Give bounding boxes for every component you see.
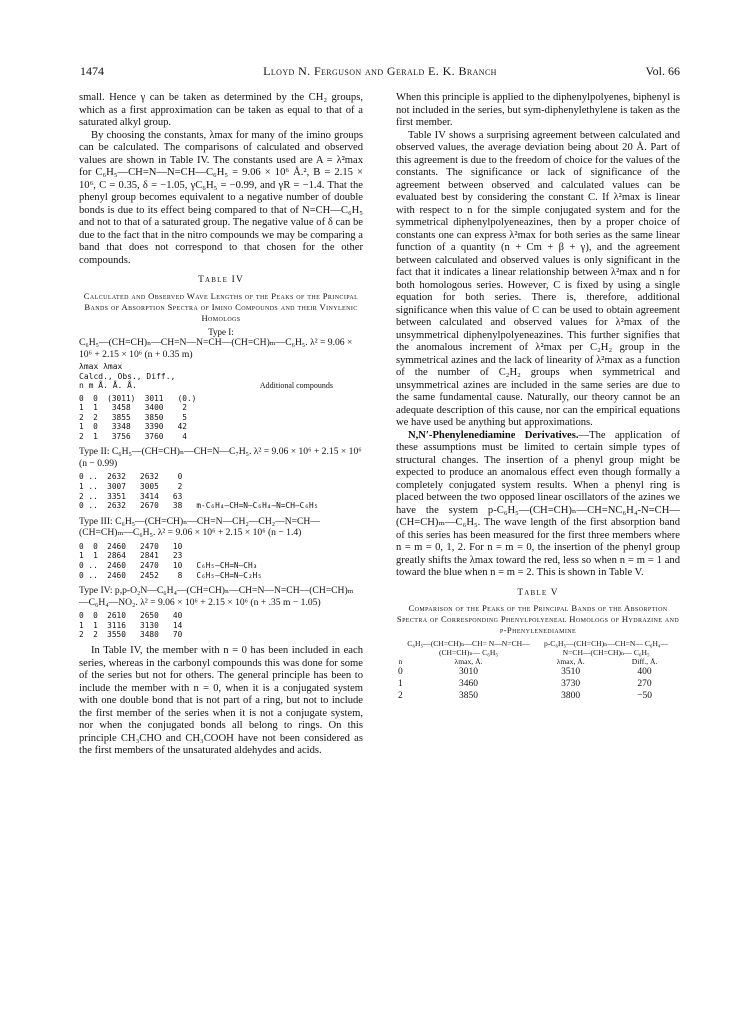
table-row: 2 2 3550 3480 70 xyxy=(79,630,183,640)
cell-lambda-a: 3460 xyxy=(458,679,478,689)
table-caption: Table IV xyxy=(198,275,244,285)
column-header: λmax, Å. xyxy=(556,657,585,666)
paragraph: By choosing the constants, λmax for many of the imino groups can be calculated. The comparisons of calculated and observed values are shown in Table IV. The constants used are A = λ²max for C₆H₅—CH=N—N=CH—C₆H₅ = 9.06 × 10⁶ Å.², B = 2.15 × 10⁶, C = 0.35, δ = −1.05, γC₆H₅ = −0.99, and γR = −1.4. That the phenyl group becomes equivalent to a negative number of double bonds is due to its effect being compared to that of N=CH—C₆H₅ and not to that of a saturated group. The negative value of δ can be due to the fact that in the nitro compounds we may be comparing a band that does not correspond to that chosen for the other compounds. xyxy=(79,129,363,266)
paragraph: Table IV shows a surprising agreement between calculated and observed values, the average deviation being about 20 Å. Part of this agreement is due to the freedom of choice for the values of the constants. The significance or lack of significance of the agreement between observed and calculated values can be evaluated best by considering the constant C. If λ²max is linear with respect to n for the simple conjugated system and for the symmetrical diphenylpolyeneazines, then by a proper choice of constants one can express λ²max for both series as the same linear function of a quantity (n + Cm + β + γ), and the agreement between calculated and observed values is only significant in the fact that it indicates a linear relationship between λ²max and n for both homologous series. However, C is fixed by using a single equation for both series. There is, therefore, additional significance when this value of C can be used to obtain agreement between calculated and observed values for λ²max of the unsymmetrical diphenylpolyeneazines. This further signifies that the anomalous increment of λ²max per C₂H₂ group in the symmetrical azines and the lack of linearity of λ²max as a function of the number of C₂H₂ groups when symmetrical and unsymmetrical azines are included in the same series are due to the same fundamental cause. Naturally, our theory cannot be an adequate description of this cause, nor can the empirical equations we have used be anything but approximations. xyxy=(396,129,680,428)
cell-n: 0 xyxy=(398,667,403,677)
table-row: 2 2 3855 3850 5 xyxy=(79,412,187,422)
table-row: 0 0 2610 2650 40 xyxy=(79,611,183,621)
table-row: 0 0 (3011) 3011 (0.) xyxy=(79,393,197,403)
cell-diff: 270 xyxy=(637,679,652,689)
table-header-row xyxy=(396,639,680,657)
volume-label: Vol. 66 xyxy=(645,64,680,78)
column-header: Calcd., Obs., Diff., xyxy=(79,371,176,381)
column-header: n m Å. Å. Å. xyxy=(79,381,137,390)
table-row: 1 1 2864 2841 23 xyxy=(79,551,183,561)
table-rows xyxy=(79,472,363,510)
paragraph: small. Hence γ can be taken as determined by the CH₂ groups, which as a first approximation can be taken as equal to that of a saturated alkyl group. xyxy=(79,92,363,128)
data-table xyxy=(396,639,680,702)
page-number: 1474 xyxy=(80,64,104,78)
left-column xyxy=(79,92,363,758)
table-row xyxy=(396,690,680,702)
table-iv xyxy=(79,274,363,640)
cell-n: 1 xyxy=(398,679,403,689)
table-column-headers xyxy=(79,362,363,391)
table-row xyxy=(396,666,680,678)
type-title: Type I: xyxy=(208,326,234,337)
cell-lambda-a: 3010 xyxy=(458,667,478,677)
cell-lambda-b: 3510 xyxy=(561,667,581,677)
running-header xyxy=(80,64,680,78)
column-header: λmax λmax xyxy=(79,362,123,371)
table-rows xyxy=(79,542,363,580)
table-rows xyxy=(79,611,363,640)
cell-lambda-a: 3850 xyxy=(458,691,478,701)
table-caption: Table V xyxy=(517,587,559,598)
table-row: 1 0 3348 3390 42 xyxy=(79,422,187,432)
paragraph xyxy=(396,430,680,580)
table-row: 0 .. 2632 2670 38 m-C₆H₄—CH=N—C₆H₄—N=CH—C₆H₅ xyxy=(79,501,319,511)
table-row: 1 .. 3007 3005 2 xyxy=(79,482,183,492)
table-v xyxy=(396,587,680,703)
type-formula: Type IV: p,p-O₂N—C₆H₄—(CH=CH)ₙ—CH=N—N=CH—(CH=CH)ₘ—C₆H₄—NO₂. λ² = 9.06 × 10⁶ + 2.15 × 10⁶ (n + .35 m − 1.05) xyxy=(79,585,354,608)
column-header: Diff., Å. xyxy=(631,657,658,666)
type-formula: Type II: C₆H₅—(CH=CH)ₙ—CH=N—C₇H₅. λ² = 9.06 × 10⁶ + 2.15 × 10⁶ (n − 0.99) xyxy=(79,446,362,469)
table-description: Calculated and Observed Wave Lengths of the Peaks of the Principal Bands of Absorption Spectra of Imino Compounds and their Vinylenic Homologs xyxy=(83,290,359,323)
paragraph-text: —The application of these assumptions must be limited to certain simple types of structural changes. The insertion of a phenyl group might be expected to produce an anomalous effect even though formally a completely conjugated system results. When a phenyl ring is placed between the two opposed linear oscillators of the azines we have the system p-C₆H₅—(CH=CH)ₙ—CH=NC₆H₄-N=CH—(CH=CH)ₘ—C₆H₅. The wave length of the first absorption band of this series has been measured for the first three members where n = m = 0, 1, 2. For n = m = 0, the insertion of the phenyl group greatly shifts the λmax toward the red, less so when n = m = 1 and toward the blue when n = m = 2. This is shown in Table V. xyxy=(396,429,680,578)
table-description: Comparison of the Peaks of the Principal Bands of the Absorption Spectra of Corresponding Phenylpolyeneal Homologs of Hydrazine and p-Phenylenediamine xyxy=(396,603,680,635)
column-header: λmax, Å. xyxy=(454,657,483,666)
paragraph: When this principle is applied to the diphenylpolyenes, biphenyl is not included in the series, but sym-diphenylethylene is taken as the first member. xyxy=(396,92,680,128)
table-row: 0 .. 2460 2470 10 C₆H₅—CH=N—CH₃ xyxy=(79,561,258,571)
type-formula: Type III: C₆H₅—(CH=CH)ₙ—CH=N—CH₂—CH₂—N=CH—(CH=CH)ₘ—C₆H₅. λ² = 9.06 × 10⁶ + 2.15 × 10⁶ (n − 1.4) xyxy=(79,515,320,539)
table-row: 0 .. 2460 2452 8 C₆H₅—CH=N—C₂H₅ xyxy=(79,570,263,580)
cell-diff: 400 xyxy=(637,667,652,677)
table-row: 2 .. 3351 3414 63 xyxy=(79,491,183,501)
cell-lambda-b: 3730 xyxy=(561,679,581,689)
table-rows xyxy=(79,394,363,442)
column-group-header: C₆H₅—(CH=CH)ₙ—CH= N—N=CH—(CH=CH)ₙ— C₆H₅ xyxy=(407,639,530,657)
cell-lambda-b: 3800 xyxy=(561,691,581,701)
cell-n: 2 xyxy=(398,691,403,701)
right-column xyxy=(396,92,680,702)
table-header-row xyxy=(396,657,680,666)
table-row: 0 .. 2632 2632 0 xyxy=(79,472,183,482)
column-header: n xyxy=(398,657,403,666)
table-row: 1 1 3458 3400 2 xyxy=(79,403,187,413)
running-title: Lloyd N. Ferguson and Gerald E. K. Branch xyxy=(263,64,497,78)
table-row: 2 1 3756 3760 4 xyxy=(79,431,187,441)
type-formula: C₆H₅—(CH=CH)ₙ—CH=N—N=CH—(CH=CH)ₘ—C₆H₅. λ² = 9.06 × 10⁶ + 2.15 × 10⁶ (n + 0.35 m) xyxy=(79,337,353,360)
table-row: 1 1 3116 3130 14 xyxy=(79,620,183,630)
section-heading: N,N′-Phenylenediamine Derivatives. xyxy=(408,429,579,441)
paragraph: In Table IV, the member with n = 0 has been included in each series, whereas in the carbonyl compounds this was done for some of the series but not for others. The general principle has been to include the member with n = 0, when it is a conjugated system with one double bond that is not part of a ring, but not to include the first member of the series when it is not a conjugate system, nor when the conjugated bonds all belong to rings. On this principle CH₃CHO and CH₃COOH have not been considered as the first members of the unsaturated aldehydes and acids. xyxy=(79,645,363,756)
column-group-header: p-C₆H₅—(CH=CH)ₙ—CH=N— C₆H₄—N=CH—(CH=CH)ₙ— C₆H₅ xyxy=(543,639,669,657)
table-row xyxy=(396,678,680,690)
cell-diff: −50 xyxy=(637,691,652,701)
column-header: Additional compounds xyxy=(259,381,333,390)
table-row: 0 0 2460 2470 10 xyxy=(79,541,183,551)
